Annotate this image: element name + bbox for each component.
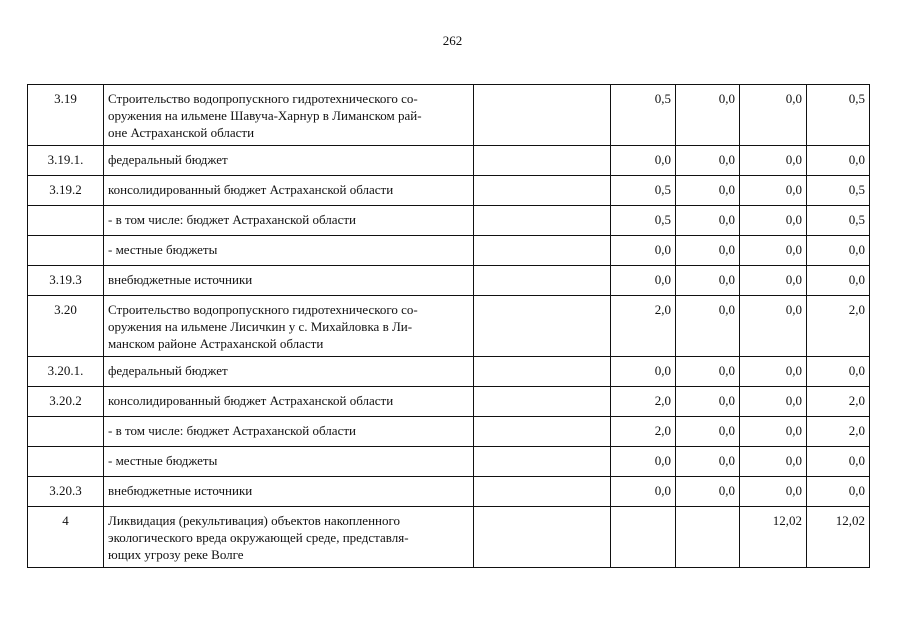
value-cell: 2,0 [807,387,870,417]
value-cell: 0,0 [676,477,740,507]
empty-cell [474,507,611,568]
value-cell: 0,0 [807,266,870,296]
row-name [104,206,474,236]
value-cell: 2,0 [611,296,676,357]
row-name [104,357,474,387]
value-cell: 0,0 [676,417,740,447]
page-number: 262 [442,33,463,48]
value-cell: 0,0 [807,357,870,387]
empty-cell [474,236,611,266]
value-cell: 0,0 [676,447,740,477]
row-name-line: - в том числе: бюджет Астраханской области [108,423,356,438]
row-name [104,387,474,417]
value-cell: 0,0 [611,357,676,387]
empty-cell [474,387,611,417]
value-cell: 0,0 [740,417,807,447]
value-cell: 0,0 [807,447,870,477]
value-cell: 0,0 [740,477,807,507]
row-name-line: консолидированный бюджет Астраханской области [108,393,394,408]
value-cell: 0,5 [807,85,870,146]
value-cell: 0,0 [676,176,740,206]
empty-cell [474,85,611,146]
table-row [28,387,870,417]
row-name [104,417,474,447]
empty-cell [474,206,611,236]
value-cell: 0,0 [611,236,676,266]
value-cell: 0,0 [740,176,807,206]
table-row [28,357,870,387]
row-code [28,447,104,477]
row-name-line: - местные бюджеты [108,242,218,257]
row-name [104,507,474,568]
row-code: 3.20.2 [28,387,104,417]
value-cell: 0,0 [740,296,807,357]
table-row [28,206,870,236]
value-cell: 0,0 [676,357,740,387]
value-cell: 0,5 [807,176,870,206]
empty-cell [474,357,611,387]
value-cell: 0,0 [676,236,740,266]
value-cell: 0,0 [676,296,740,357]
value-cell: 0,0 [611,477,676,507]
row-code: 3.20.3 [28,477,104,507]
value-cell: 0,0 [740,357,807,387]
row-name-line: оружения на ильмене Лисичкин у с. Михайловка в Ли- [108,319,413,334]
value-cell: 0,0 [611,146,676,176]
value-cell: 0,0 [740,206,807,236]
value-cell [676,507,740,568]
value-cell: 2,0 [611,417,676,447]
value-cell: 0,0 [676,266,740,296]
table-row [28,266,870,296]
row-name-line: - в том числе: бюджет Астраханской области [108,212,356,227]
value-cell: 12,02 [740,507,807,568]
row-name-line: федеральный бюджет [108,363,228,378]
row-name [104,85,474,146]
row-name [104,236,474,266]
row-name [104,447,474,477]
value-cell: 0,5 [807,206,870,236]
row-code: 3.19.1. [28,146,104,176]
row-name-line: Строительство водопропускного гидротехнического со- [108,302,418,317]
value-cell: 0,0 [740,236,807,266]
empty-cell [474,146,611,176]
value-cell: 0,5 [611,85,676,146]
row-name-line: Ликвидация (рекультивация) объектов накопленного [108,513,400,528]
row-code: 4 [28,507,104,568]
value-cell: 2,0 [807,296,870,357]
value-cell [611,507,676,568]
table-row [28,507,870,568]
row-code: 3.20 [28,296,104,357]
empty-cell [474,447,611,477]
table-row [28,417,870,447]
row-code [28,206,104,236]
row-name-line: оружения на ильмене Шавуча-Харнур в Лиманском рай- [108,108,422,123]
row-code: 3.19 [28,85,104,146]
value-cell: 0,0 [611,266,676,296]
table-row [28,447,870,477]
empty-cell [474,296,611,357]
table-row [28,85,870,146]
value-cell: 0,0 [740,387,807,417]
row-name-line: внебюджетные источники [108,483,253,498]
table-row [28,236,870,266]
row-name [104,477,474,507]
value-cell: 0,0 [740,266,807,296]
row-name-line: консолидированный бюджет Астраханской области [108,182,394,197]
row-name [104,266,474,296]
empty-cell [474,477,611,507]
table-row [28,146,870,176]
value-cell: 0,0 [676,85,740,146]
row-code [28,417,104,447]
row-code [28,236,104,266]
row-name [104,296,474,357]
row-name-line: манском районе Астраханской области [108,336,324,351]
table-row [28,176,870,206]
value-cell: 0,0 [676,146,740,176]
row-name-line: экологического вреда окружающей среде, представля- [108,530,409,545]
value-cell: 0,0 [676,387,740,417]
empty-cell [474,176,611,206]
row-name-line: - местные бюджеты [108,453,218,468]
value-cell: 0,5 [611,206,676,236]
table-row [28,477,870,507]
row-name-line: Строительство водопропускного гидротехнического со- [108,91,418,106]
row-name [104,176,474,206]
value-cell: 0,0 [611,447,676,477]
value-cell: 0,5 [611,176,676,206]
row-name-line: ющих угрозу реке Волге [108,547,244,562]
empty-cell [474,266,611,296]
value-cell: 2,0 [611,387,676,417]
value-cell: 0,0 [807,236,870,266]
value-cell: 0,0 [807,146,870,176]
row-code: 3.19.2 [28,176,104,206]
row-code: 3.19.3 [28,266,104,296]
row-code: 3.20.1. [28,357,104,387]
value-cell: 0,0 [740,85,807,146]
value-cell: 0,0 [807,477,870,507]
value-cell: 2,0 [807,417,870,447]
table-row [28,296,870,357]
row-name-line: федеральный бюджет [108,152,228,167]
row-name [104,146,474,176]
value-cell: 0,0 [740,146,807,176]
value-cell: 0,0 [676,206,740,236]
empty-cell [474,417,611,447]
budget-table [27,84,870,568]
row-name-line: оне Астраханской области [108,125,255,140]
row-name-line: внебюджетные источники [108,272,253,287]
value-cell: 0,0 [740,447,807,477]
value-cell: 12,02 [807,507,870,568]
